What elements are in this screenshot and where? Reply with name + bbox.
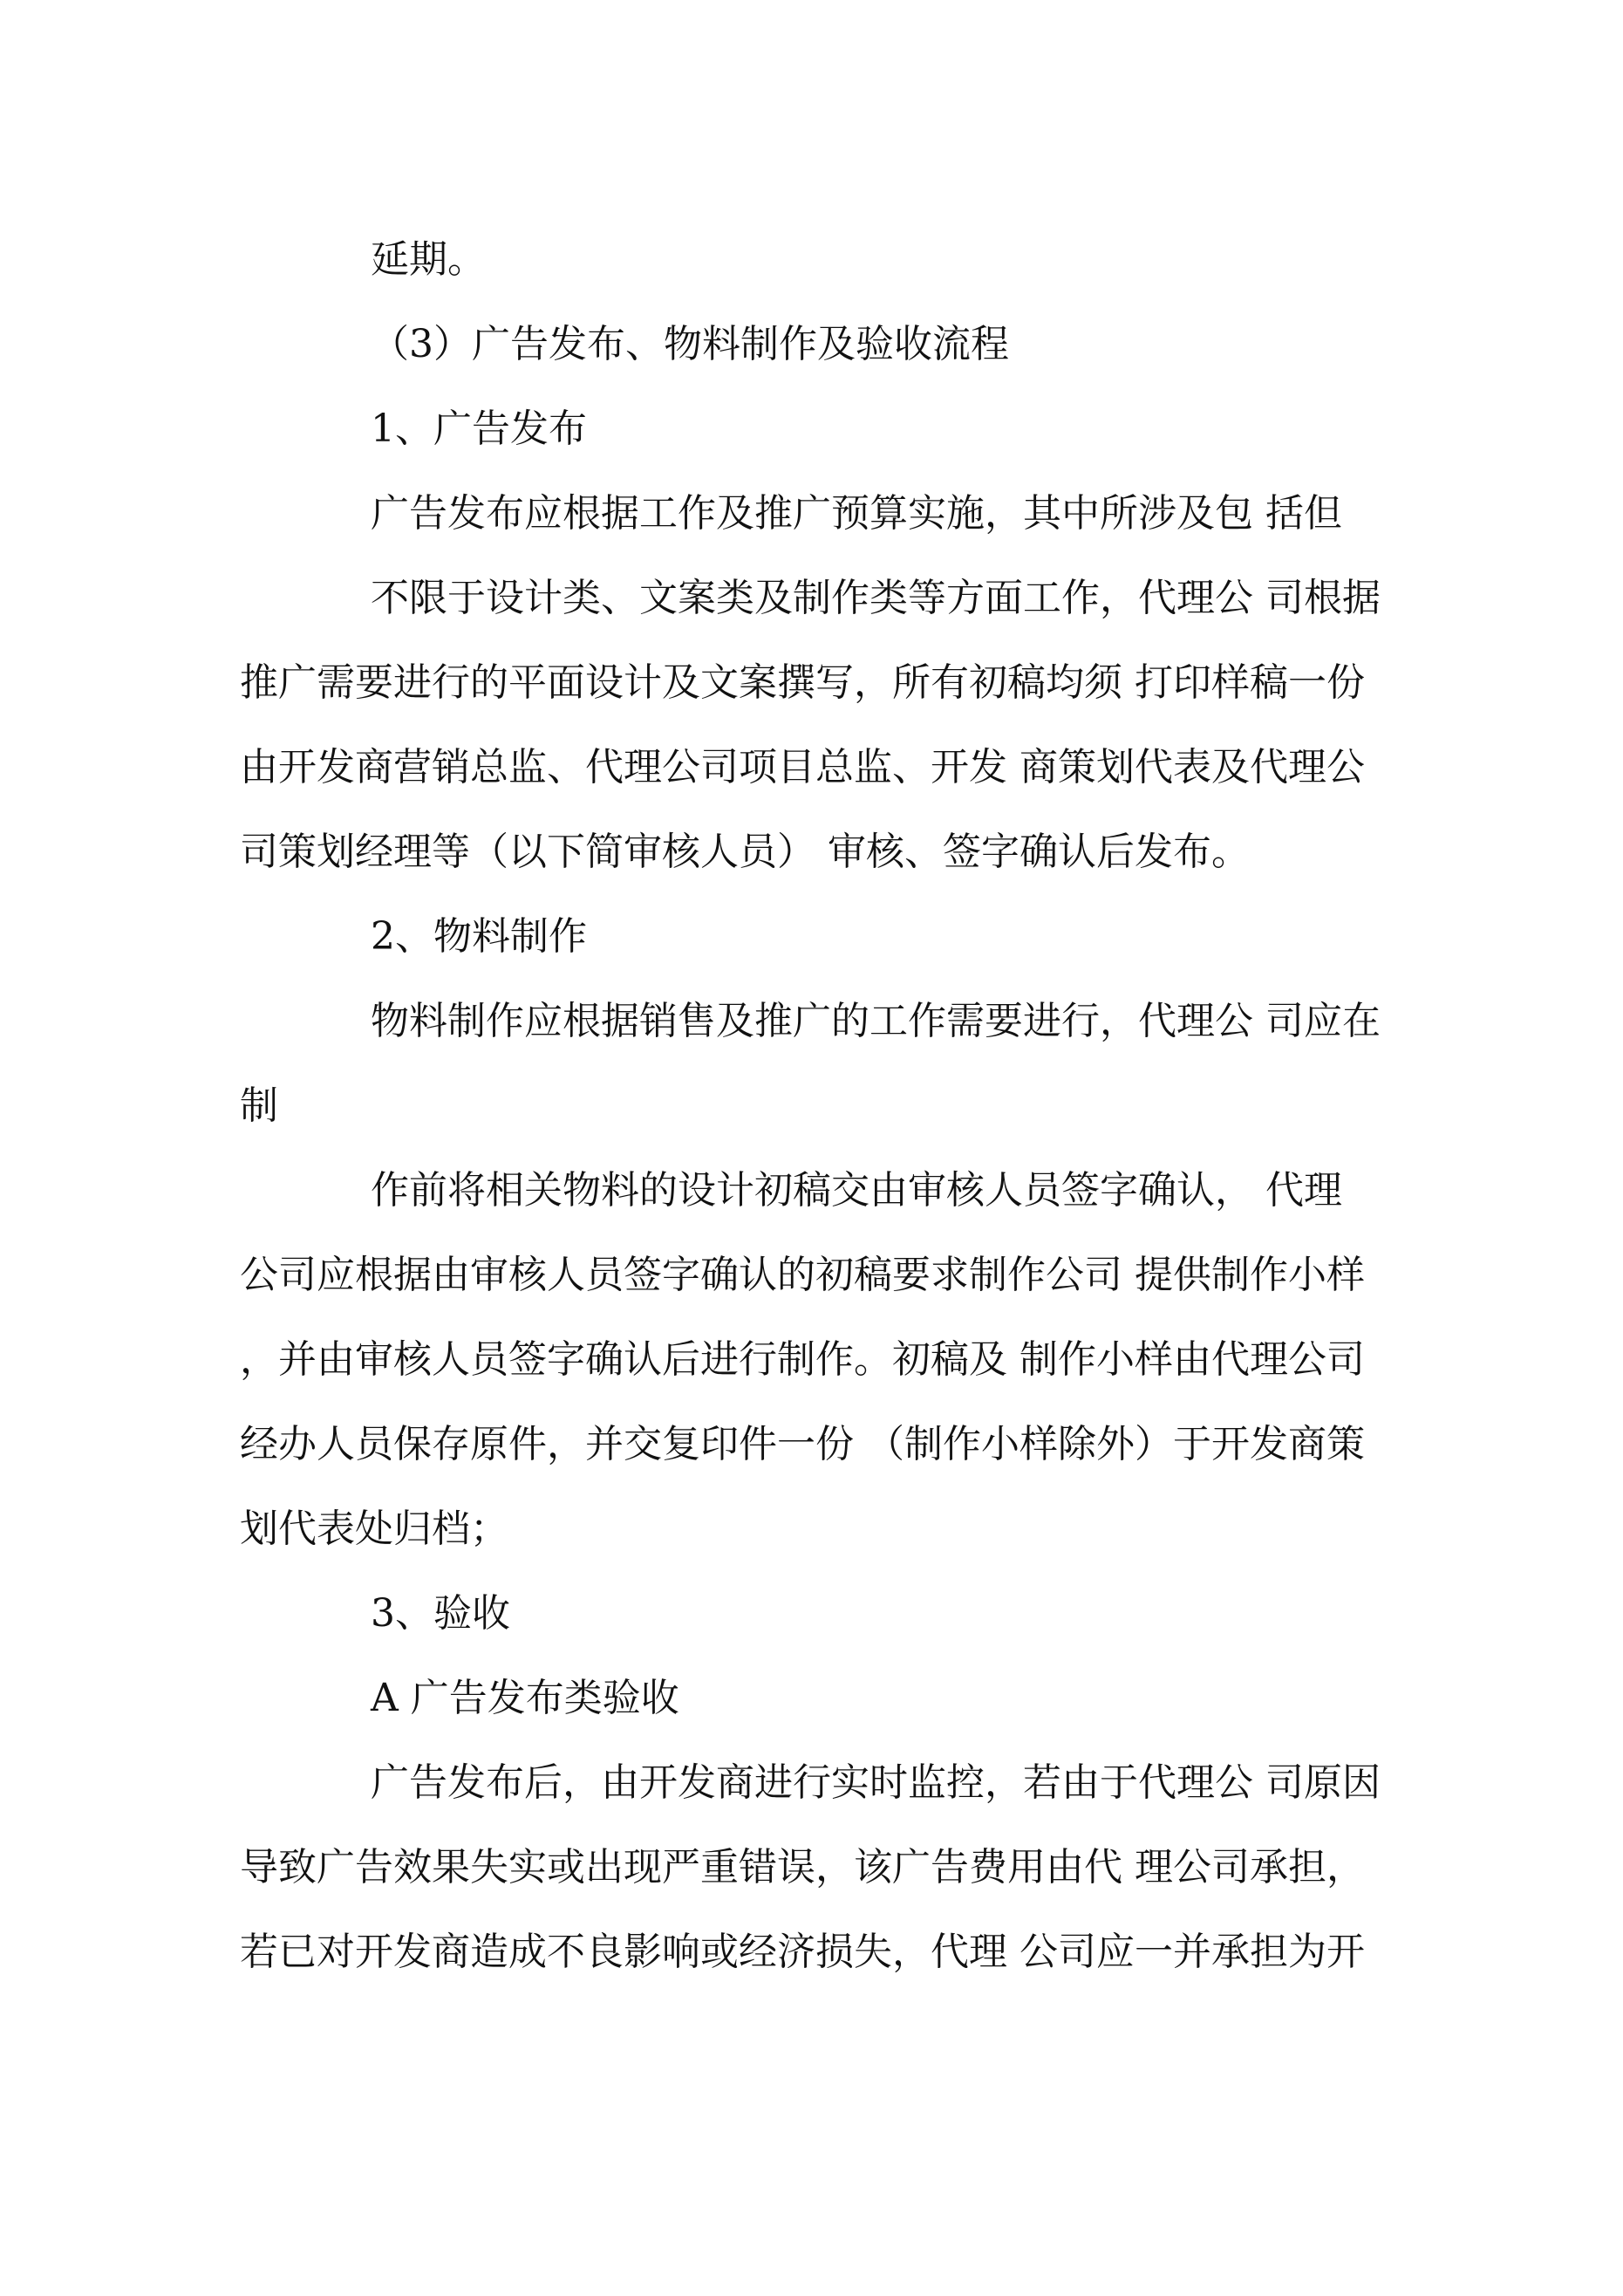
subsection-heading: 3、验收 [371,1591,510,1636]
text-line: 经办人员保存原件，并交复印件一份 （制作小样除外）于开发商策 [240,1422,1365,1466]
text-line: 广告发布应根据工作及推广预算实施，其中所涉及包 括但 [371,491,1342,536]
text-line: ，并由审核人员签字确认后进行制作。初稿及 制作小样由代理公司 [240,1337,1365,1382]
text-line: 延期。 [371,237,486,282]
subsection-heading: 1、广告发布 [371,407,587,451]
text-line: 导致广告效果失实或出现严重错误，该广告费用由代 理公司承担， [240,1845,1365,1889]
text-line: 不限于设计类、文案类及制作类等方面工作，代理公 司根据 [371,576,1381,620]
subsection-heading: A 广告发布类验收 [371,1676,679,1720]
text-line: 广告发布后，由开发商进行实时监控，若由于代理公 司原因 [371,1760,1381,1805]
text-line: 推广需要进行的平面设计及文案撰写，所有初稿均须 打印样稿一份 [240,660,1365,705]
subsection-heading: 2、物料制作 [371,914,587,959]
text-line: 划代表处归档； [240,1507,508,1551]
section-heading: （3）广告发布、物料制作及验收流程 [371,322,1009,366]
text-line: 若已对开发商造成不良影响或经济损失，代理 公司应一并承担为开 [240,1930,1365,1974]
text-line: 物料制作应根据销售及推广的工作需要进行，代理公 司应在 [371,999,1381,1043]
text-line: 司策划经理等（以下简审核人员） 审核、签字确认后发布。 [240,830,1250,874]
text-line: 由开发商营销总监、代理公司项目总监、开发 商策划代表及代理公 [240,745,1365,789]
text-line: 制 [240,1083,278,1128]
text-line: 作前将相关物料的设计初稿交由审核人员签字确认， 代理 [371,1168,1342,1213]
text-line: 公司应根据由审核人员签字确认的初稿要求制作公司 提供制作小样 [240,1253,1365,1297]
